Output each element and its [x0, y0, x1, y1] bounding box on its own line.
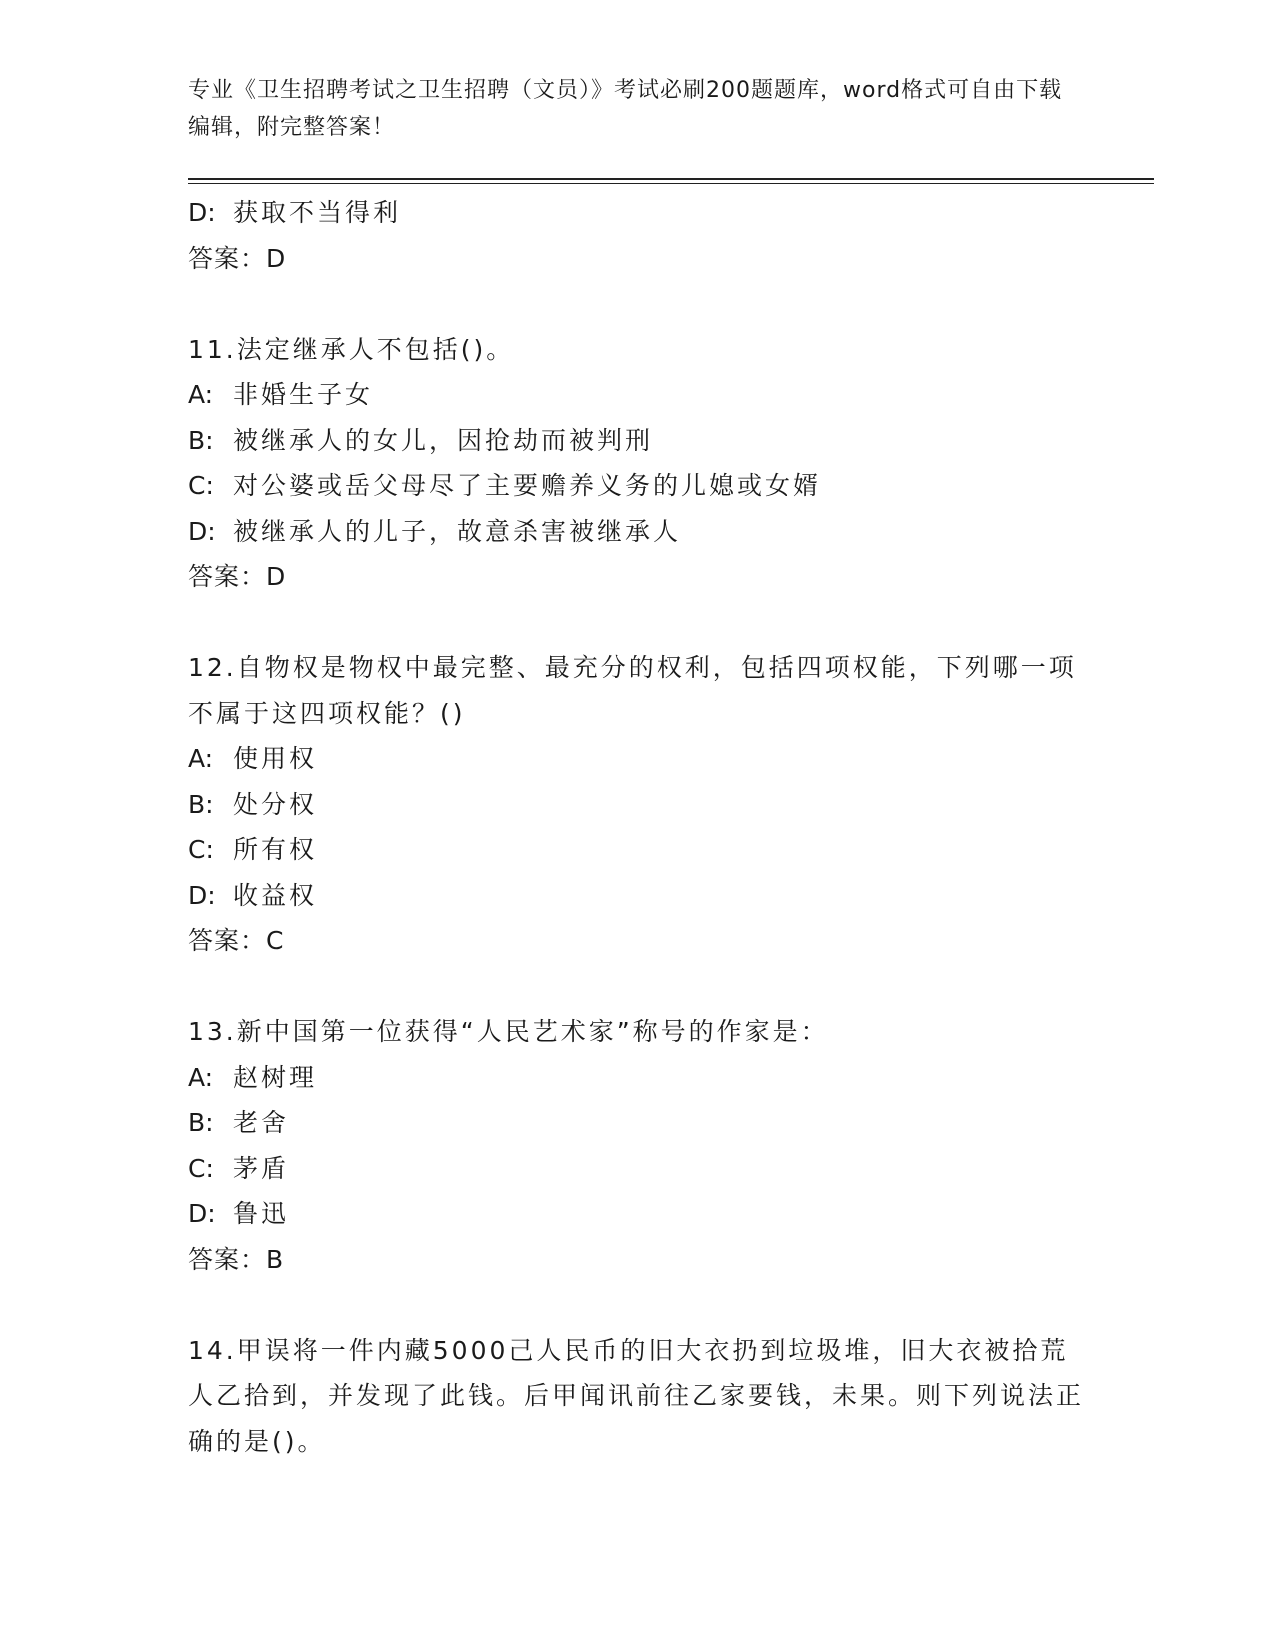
option-letter: B: [188, 425, 214, 455]
spacer [188, 281, 1088, 327]
question-stem: 13.新中国第一位获得“人民艺术家”称号的作家是： [188, 1017, 829, 1046]
option-text: 茅盾 [233, 1153, 290, 1183]
answer-line: 答案：B [188, 1244, 285, 1274]
option-letter: A: [188, 380, 214, 409]
option-b [188, 418, 1088, 464]
question-stem: 12.自物权是物权中最完整、最充分的权利，包括四项权能，下列哪一项不属于这四项权能？() [188, 653, 1077, 728]
header-title: 专业《卫生招聘考试之卫生招聘（文员）》考试必刷200题题库，word格式可自由下载编辑，附完整答案！ [188, 78, 1063, 140]
header-divider-thick [188, 178, 1154, 180]
option-d [188, 190, 1088, 236]
question-list [188, 190, 1088, 1464]
question-stem: 11.法定继承人不包括()。 [188, 334, 515, 364]
answer-line: 答案：D [188, 562, 287, 591]
header-divider-thin [188, 183, 1154, 184]
spacer [188, 964, 1088, 1010]
option-letter: D: [188, 516, 216, 546]
option-b [188, 782, 1088, 828]
option-text: 使用权 [233, 744, 318, 773]
option-text: 赵树理 [233, 1062, 318, 1092]
option-letter: B: [188, 789, 214, 819]
option-letter: C: [188, 1153, 214, 1183]
option-text: 所有权 [233, 835, 318, 864]
option-letter: C: [188, 471, 214, 500]
answer-line: 答案：D [188, 243, 287, 273]
spacer [188, 1282, 1088, 1328]
option-a [188, 1055, 1088, 1101]
option-text: 老舍 [233, 1108, 290, 1137]
option-letter: D: [188, 198, 216, 227]
option-letter: B: [188, 1108, 214, 1137]
option-a [188, 372, 1088, 418]
option-b [188, 1100, 1088, 1146]
option-text: 被继承人的女儿，因抢劫而被判刑 [233, 425, 654, 455]
option-text: 处分权 [233, 789, 318, 819]
option-d [188, 1191, 1088, 1237]
option-letter: D: [188, 880, 216, 910]
option-d [188, 509, 1088, 555]
option-letter: D: [188, 1199, 216, 1228]
document-header [188, 72, 1068, 146]
option-text: 非婚生子女 [233, 380, 374, 409]
option-letter: A: [188, 1062, 214, 1092]
answer-line: 答案：C [188, 926, 285, 955]
option-c [188, 463, 1088, 509]
question-stem: 14.甲误将一件内藏5000己人民币的旧大衣扔到垃圾堆，旧大衣被拾荒人乙拾到，并发现了此钱。后甲闻讯前往乙家要钱，未果。则下列说法正确的是()。 [188, 1335, 1085, 1456]
option-text: 对公婆或岳父母尽了主要赡养义务的儿媳或女婿 [233, 471, 822, 500]
option-c [188, 1146, 1088, 1192]
option-c [188, 827, 1088, 873]
option-text: 收益权 [233, 880, 318, 910]
option-letter: A: [188, 744, 214, 773]
option-text: 被继承人的儿子，故意杀害被继承人 [233, 516, 682, 546]
option-d [188, 873, 1088, 919]
option-a [188, 736, 1088, 782]
spacer [188, 600, 1088, 646]
option-letter: C: [188, 835, 214, 864]
option-text: 获取不当得利 [233, 198, 402, 227]
option-text: 鲁迅 [233, 1199, 290, 1228]
